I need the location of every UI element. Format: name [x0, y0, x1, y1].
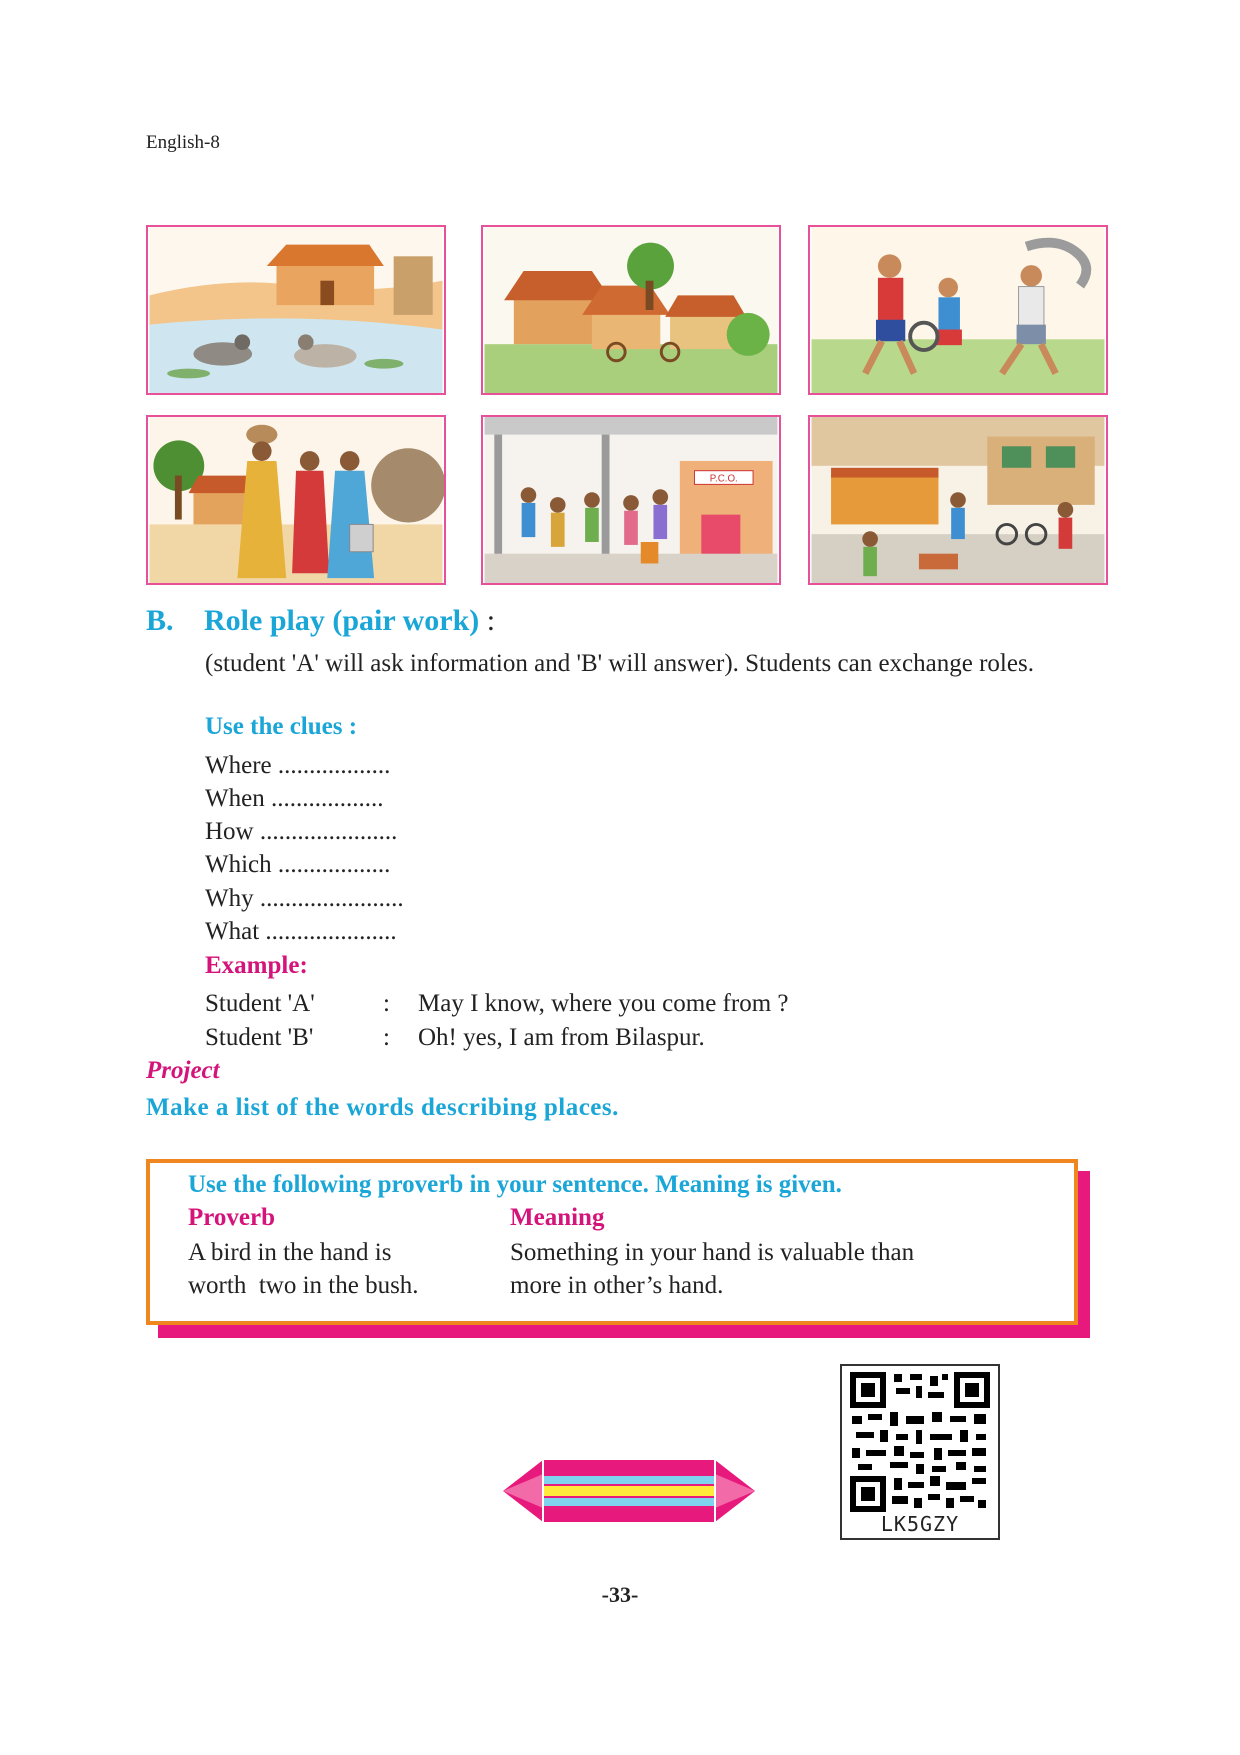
section-title: Role play (pair work) [204, 604, 480, 637]
proverb-line: worth two in the bush. [188, 1272, 419, 1299]
section-colon: : [479, 604, 496, 637]
page-number: -33- [601, 1582, 639, 1607]
role-play-instruction: (student 'A' will ask information and 'B' will answer). Students can exchange roles. [205, 650, 1034, 677]
speaker: Student 'B' [205, 1024, 314, 1051]
illustration-village-pond [146, 225, 446, 395]
meaning-line: Something in your hand is valuable than [510, 1239, 915, 1266]
separator: : [383, 990, 390, 1017]
clue-item: What ..................... [205, 918, 397, 945]
section-b-heading [146, 604, 495, 638]
book-header: English-8 [146, 132, 220, 153]
proverb-box-title: Use the following proverb in your sentence. Meaning is given. [188, 1171, 842, 1198]
clue-item: When .................. [205, 785, 384, 812]
proverb-text [188, 1236, 419, 1302]
clue-item: How ...................... [205, 818, 398, 845]
clue-item: Where .................. [205, 752, 391, 779]
illustration-children-playing [808, 225, 1108, 395]
svg-text:P.C.O.: P.C.O. [709, 473, 738, 485]
illustration-railway-station [481, 415, 781, 585]
clues-heading: Use the clues : [205, 713, 358, 740]
meaning-column-heading: Meaning [510, 1204, 605, 1231]
speaker: Student 'A' [205, 990, 315, 1017]
meaning-line: more in other’s hand. [510, 1272, 724, 1299]
qr-code-label: LK5GZY [880, 1512, 960, 1536]
utterance: Oh! yes, I am from Bilaspur. [418, 1024, 705, 1051]
project-task: Make a list of the words describing places. [146, 1094, 619, 1121]
illustration-village-houses [481, 225, 781, 395]
utterance: May I know, where you come from ? [418, 990, 789, 1017]
clue-item: Which .................. [205, 851, 391, 878]
qr-code[interactable] [840, 1364, 1000, 1540]
proverb-column-heading: Proverb [188, 1204, 276, 1231]
section-letter: B. [146, 604, 174, 637]
decorative-arrow-banner [503, 1460, 755, 1522]
separator: : [383, 1024, 390, 1051]
project-heading: Project [146, 1057, 220, 1084]
qr-pattern [850, 1372, 990, 1512]
example-heading: Example: [205, 952, 308, 979]
proverb-line: A bird in the hand is [188, 1239, 392, 1266]
illustration-women-carrying-water [146, 415, 446, 585]
dialogue-line [205, 1024, 705, 1052]
clue-item: Why ....................... [205, 885, 404, 912]
illustration-market-street [808, 415, 1108, 585]
meaning-text [510, 1236, 914, 1302]
dialogue-line [205, 990, 788, 1018]
